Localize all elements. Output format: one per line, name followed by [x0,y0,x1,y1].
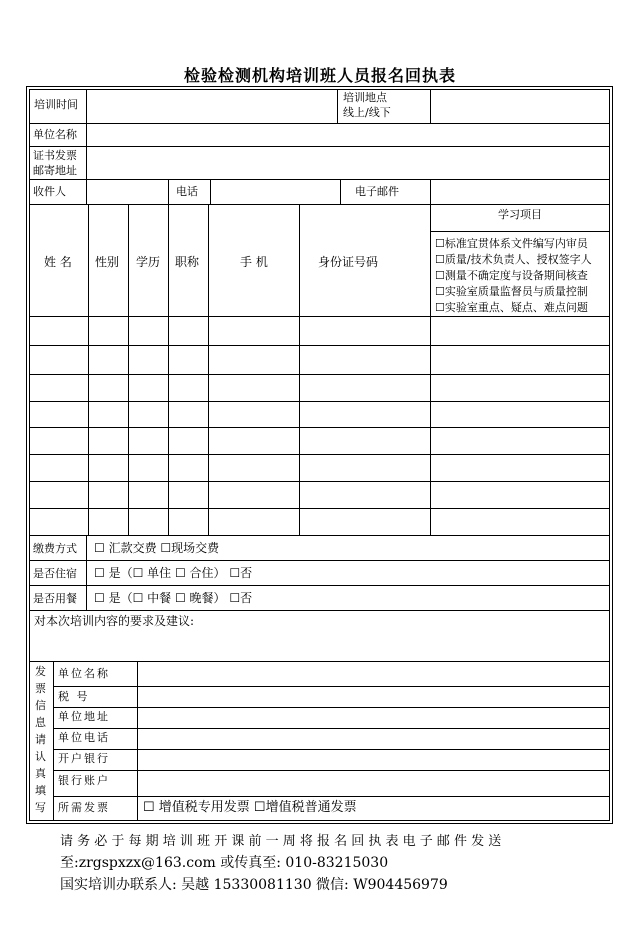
train-time-label: 培训时间 [34,98,78,111]
col-divider [210,179,211,204]
invoice-row-label: 单位名称 [58,667,110,680]
cert-address-label-sub: 邮寄地址 [33,164,77,177]
study-item[interactable]: ☐标准宜贯体系文件编写内审员 [435,237,588,250]
col-header-title: 职称 [175,255,200,269]
col-divider [86,535,87,610]
row-divider [29,146,610,147]
invoice-row-label: 银行账户 [58,774,110,787]
location-label-sub: 线上/线下 [343,106,391,119]
row-divider [29,535,610,536]
invoice-row-label: 税 号 [58,690,90,703]
row-divider [29,345,610,346]
col-divider [430,89,431,123]
invoice-side-char: 填 [35,784,46,797]
email-label: 电子邮件 [355,185,399,198]
col-divider [168,204,169,535]
cert-address-label: 证书发票 [33,149,77,162]
col-divider [340,179,341,204]
col-divider [337,89,338,123]
col-divider [86,89,87,146]
location-label: 培训地点 [343,91,387,104]
invoice-side-char: 发 [35,665,46,678]
recipient-label: 收件人 [33,185,66,198]
row-divider [29,481,610,482]
suggestion-label: 对本次培训内容的要求及建议: [34,614,195,628]
row-divider [29,123,610,124]
study-header: 学习项目 [498,208,542,221]
row-divider [29,585,610,586]
lodging-label: 是否住宿 [33,567,77,580]
phone-label: 电话 [176,185,198,198]
row-divider [29,374,610,375]
footer-note-line3: 国实培训办联系人: 吴越 15330081130 微信: W904456979 [60,877,448,893]
footer-note-line2: 至:zrgspxzx@163.com 或传真至: 010-83215030 [60,855,389,871]
invoice-row-label: 开户银行 [58,752,110,765]
row-divider [29,179,610,180]
lodging-options[interactable]: ☐ 是（☐ 单住 ☐ 合住） ☐否 [94,566,253,580]
col-header-mobile: 手 机 [240,255,268,269]
footer-note-line1: 请 务 必 于 每 期 培 训 班 开 课 前 一 周 将 报 名 回 执 表 电 子 邮 件 发 送 [60,834,502,849]
col-divider [86,146,87,179]
col-divider [208,204,209,535]
col-header-name: 姓 名 [44,255,72,269]
col-header-education: 学历 [136,255,161,269]
study-item[interactable]: ☐质量/技术负责人、授权签字人 [435,253,592,266]
invoice-side-char: 票 [35,682,46,695]
invoice-side-char: 真 [35,767,46,780]
row-divider [29,427,610,428]
meal-options[interactable]: ☐ 是（☐ 中餐 ☐ 晚餐） ☐否 [94,591,253,605]
col-divider [86,179,87,204]
form-table [29,89,610,821]
col-header-id: 身份证号码 [318,255,379,269]
invoice-side-char: 写 [35,801,46,814]
row-divider [29,454,610,455]
meal-label: 是否用餐 [33,592,77,605]
invoice-side-char: 认 [35,750,46,763]
row-divider [29,316,610,317]
col-divider [137,661,138,821]
study-item[interactable]: ☐实验室质量监督员与质量控制 [435,285,588,298]
col-divider [88,204,89,535]
row-divider [29,401,610,402]
col-divider [168,179,169,204]
col-header-gender: 性别 [95,255,120,269]
payment-options[interactable]: ☐ 汇款交费 ☐现场交费 [94,541,220,555]
invoice-side-char: 请 [35,733,46,746]
col-divider [430,204,431,535]
row-divider [430,231,610,232]
payment-label: 缴费方式 [33,542,77,555]
invoice-side-char: 信 [35,699,46,712]
row-divider [29,560,610,561]
invoice-side-char: 息 [35,716,46,729]
invoice-row-label: 单位电话 [58,731,110,744]
row-divider [29,661,610,662]
invoice-type-options[interactable]: ☐ 增值税专用发票 ☐增值税普通发票 [143,800,357,815]
company-label: 单位名称 [33,128,77,141]
study-item[interactable]: ☐测量不确定度与设备期间核查 [435,269,588,282]
row-divider [29,204,610,205]
invoice-row-label: 所需发票 [58,801,110,814]
form-title: 检验检测机构培训班人员报名回执表 [183,66,456,85]
col-divider [128,204,129,535]
col-divider [299,204,300,535]
row-divider [29,610,610,611]
col-divider [430,179,431,204]
row-divider [29,508,610,509]
col-divider [53,661,54,821]
study-item[interactable]: ☐实验室重点、疑点、难点问题 [435,301,588,314]
invoice-row-label: 单位地址 [58,710,110,723]
